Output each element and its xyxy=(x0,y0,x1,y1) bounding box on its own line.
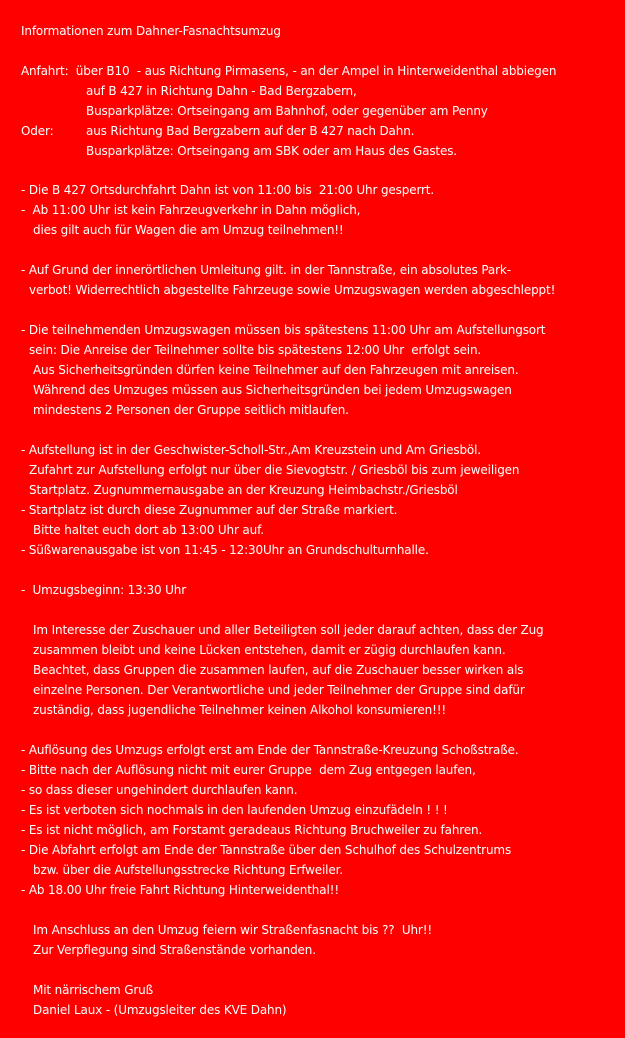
info-line: - Auflösung des Umzugs erfolgt erst am Ende der Tannstraße-Kreuzung Schoßstraße. xyxy=(21,743,519,757)
info-line: Während des Umzuges müssen aus Sicherheitsgründen bei jedem Umzugswagen xyxy=(33,383,512,397)
info-line: Aus Sicherheitsgründen dürfen keine Teilnehmer auf den Fahrzeugen mit anreisen. xyxy=(33,363,519,377)
info-line: - Die B 427 Ortsdurchfahrt Dahn ist von 11:00 bis 21:00 Uhr gesperrt. xyxy=(21,183,435,197)
info-line: - Süßwarenausgabe ist von 11:45 - 12:30Uhr an Grundschulturnhalle. xyxy=(21,543,429,557)
info-line: - so dass dieser ungehindert durchlaufen kann. xyxy=(21,783,298,797)
info-line: - Die Abfahrt erfolgt am Ende der Tannstraße über den Schulhof des Schulzentrums xyxy=(21,843,512,857)
document-title: Informationen zum Dahner-Fasnachtsumzug xyxy=(21,24,281,38)
paragraph-line: einzelne Personen. Der Verantwortliche und jeder Teilnehmer der Gruppe sind dafür xyxy=(33,683,525,697)
closing-line: Zur Verpflegung sind Straßenstände vorhanden. xyxy=(33,943,316,957)
info-line: mindestens 2 Personen der Gruppe seitlich mitlaufen. xyxy=(33,403,349,417)
info-line: - Ab 11:00 Uhr ist kein Fahrzeugverkehr in Dahn möglich, xyxy=(21,203,361,217)
info-line: sein: Die Anreise der Teilnehmer sollte bis spätestens 12:00 Uhr erfolgt sein. xyxy=(29,343,482,357)
paragraph-line: zuständig, dass jugendliche Teilnehmer keinen Alkohol konsumieren!!! xyxy=(33,703,447,717)
greeting: Mit närrischem Gruß xyxy=(33,983,154,997)
info-line: Startplatz. Zugnummernausgabe an der Kreuzung Heimbachstr./Griesböl xyxy=(29,483,458,497)
info-line: - Startplatz ist durch diese Zugnummer auf der Straße markiert. xyxy=(21,503,398,517)
directions-line: auf B 427 in Richtung Dahn - Bad Bergzabern, xyxy=(86,84,357,98)
info-line: - Aufstellung ist in der Geschwister-Scholl-Str.,Am Kreuzstein und Am Griesböl. xyxy=(21,443,481,457)
info-line: - Es ist verboten sich nochmals in den laufenden Umzug einzufädeln ! ! ! xyxy=(21,803,448,817)
paragraph-line: Im Interesse der Zuschauer und aller Beteiligten soll jeder darauf achten, dass der Zug xyxy=(33,623,544,637)
signature: Daniel Laux - (Umzugsleiter des KVE Dahn) xyxy=(33,1003,287,1017)
info-line: Zufahrt zur Aufstellung erfolgt nur über die Sievogtstr. / Griesböl bis zum jeweiligen xyxy=(29,463,520,477)
directions-line: Anfahrt: über B10 - aus Richtung Pirmasens, - an der Ampel in Hinterweidenthal abbiegen xyxy=(21,64,557,78)
paragraph-line: zusammen bleibt und keine Lücken entstehen, damit er zügig durchlaufen kann. xyxy=(33,643,506,657)
info-line: - Es ist nicht möglich, am Forstamt geradeaus Richtung Bruchweiler zu fahren. xyxy=(21,823,483,837)
paragraph-line: Beachtet, dass Gruppen die zusammen laufen, auf die Zuschauer besser wirken als xyxy=(33,663,524,677)
info-line: - Bitte nach der Auflösung nicht mit eurer Gruppe dem Zug entgegen laufen, xyxy=(21,763,476,777)
info-line: - Ab 18.00 Uhr freie Fahrt Richtung Hinterweidenthal!! xyxy=(21,883,339,897)
info-line-start-time: - Umzugsbeginn: 13:30 Uhr xyxy=(21,583,187,597)
directions-line: aus Richtung Bad Bergzabern auf der B 427 nach Dahn. xyxy=(86,124,415,138)
closing-line: Im Anschluss an den Umzug feiern wir Straßenfasnacht bis ?? Uhr!! xyxy=(33,923,433,937)
info-line: - Die teilnehmenden Umzugswagen müssen bis spätestens 11:00 Uhr am Aufstellungsort xyxy=(21,323,546,337)
info-line: bzw. über die Aufstellungsstrecke Richtung Erfweiler. xyxy=(33,863,343,877)
directions-line: Busparkplätze: Ortseingang am Bahnhof, oder gegenüber am Penny xyxy=(86,104,488,118)
directions-label-oder: Oder: xyxy=(21,124,54,138)
info-line: - Auf Grund der innerörtlichen Umleitung gilt. in der Tannstraße, ein absolutes Park- xyxy=(21,263,511,277)
info-line: dies gilt auch für Wagen die am Umzug teilnehmen!! xyxy=(33,223,344,237)
directions-line: Busparkplätze: Ortseingang am SBK oder am Haus des Gastes. xyxy=(86,144,457,158)
info-line: verbot! Widerrechtlich abgestellte Fahrzeuge sowie Umzugswagen werden abgeschleppt! xyxy=(29,283,556,297)
info-line: Bitte haltet euch dort ab 13:00 Uhr auf. xyxy=(33,523,264,537)
